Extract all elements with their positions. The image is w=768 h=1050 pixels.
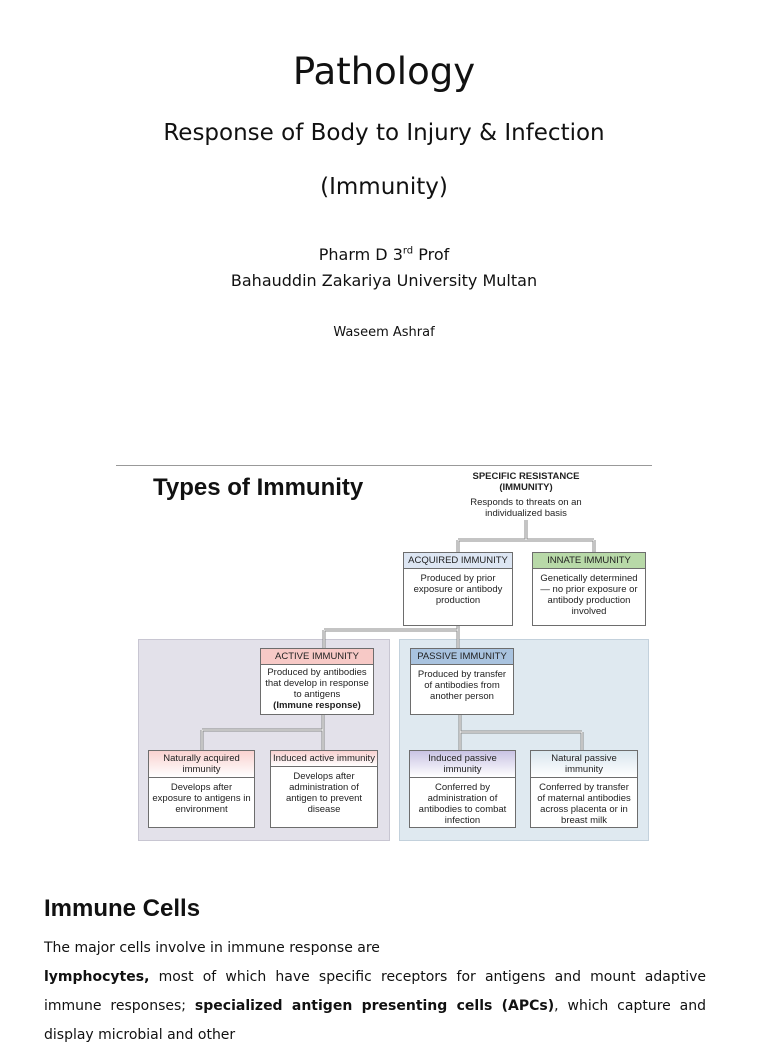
immunity-diagram bbox=[116, 462, 652, 847]
paragraph-1: The major cells involve in immune response are bbox=[44, 940, 380, 956]
author-name: Waseem Ashraf bbox=[333, 325, 435, 340]
natural-passive-title: Natural passive immunity bbox=[531, 751, 637, 778]
passive-immunity-box bbox=[410, 648, 514, 715]
acquired-immunity-desc: Produced by prior exposure or antibody production bbox=[413, 573, 503, 606]
passive-immunity-desc: Produced by transfer of antibodies from another person bbox=[417, 669, 507, 702]
paragraph-2-text-2: , which capture and display microbial and other bbox=[44, 998, 706, 1043]
document-subtitle-2: (Immunity) bbox=[320, 174, 448, 200]
course-suffix: Prof bbox=[413, 245, 450, 264]
induced-active-desc: Develops after administration of antigen to prevent disease bbox=[285, 771, 363, 815]
innate-immunity-title: INNATE IMMUNITY bbox=[533, 553, 645, 569]
innate-immunity-box bbox=[532, 552, 646, 626]
induced-passive-desc: Conferred by administration of antibodies to combat infection bbox=[418, 782, 507, 826]
acquired-immunity-title: ACQUIRED IMMUNITY bbox=[404, 553, 512, 569]
naturally-acquired-box bbox=[148, 750, 255, 828]
active-immunity-note: (Immune response) bbox=[273, 700, 361, 711]
figure-title: Types of Immunity bbox=[153, 474, 364, 501]
term-apcs: specialized antigen presenting cells (APCs) bbox=[194, 998, 555, 1014]
university-name: Bahauddin Zakariya University Multan bbox=[230, 271, 538, 290]
induced-active-title: Induced active immunity bbox=[271, 751, 377, 767]
paragraph-2-text-1: most of which have specific receptors for antigens and mount adaptive immune responses; bbox=[44, 969, 706, 1014]
document-subtitle: Response of Body to Injury & Infection bbox=[163, 120, 605, 146]
root-title: SPECIFIC RESISTANCE (IMMUNITY) bbox=[472, 471, 580, 493]
passive-immunity-title: PASSIVE IMMUNITY bbox=[411, 649, 513, 665]
natural-passive-desc: Conferred by transfer of maternal antibodies across placenta or in breast milk bbox=[537, 782, 631, 826]
paragraph-2 bbox=[44, 963, 706, 1050]
course-line bbox=[0, 245, 768, 264]
natural-passive-box bbox=[530, 750, 638, 828]
active-immunity-desc: Produced by antibodies that develop in response to antigens bbox=[265, 667, 369, 700]
term-lymphocytes: lymphocytes, bbox=[44, 969, 150, 985]
induced-passive-title: Induced passive immunity bbox=[410, 751, 515, 778]
acquired-immunity-box bbox=[403, 552, 513, 626]
active-immunity-box bbox=[260, 648, 374, 715]
induced-passive-box bbox=[409, 750, 516, 828]
naturally-acquired-desc: Develops after exposure to antigens in environment bbox=[152, 782, 251, 815]
naturally-acquired-title: Naturally acquired immunity bbox=[149, 751, 254, 778]
document-title: Pathology bbox=[292, 50, 476, 93]
active-immunity-body bbox=[261, 665, 373, 713]
section-heading: Immune Cells bbox=[44, 895, 201, 922]
course-prefix: Pharm D 3 bbox=[318, 245, 403, 264]
course-superscript: rd bbox=[402, 245, 414, 257]
active-immunity-title: ACTIVE IMMUNITY bbox=[261, 649, 373, 665]
innate-immunity-desc: Genetically determined— no prior exposure or antibody production involved bbox=[540, 573, 638, 617]
root-description: Responds to threats on an individualized basis bbox=[470, 497, 582, 519]
induced-active-box bbox=[270, 750, 378, 828]
